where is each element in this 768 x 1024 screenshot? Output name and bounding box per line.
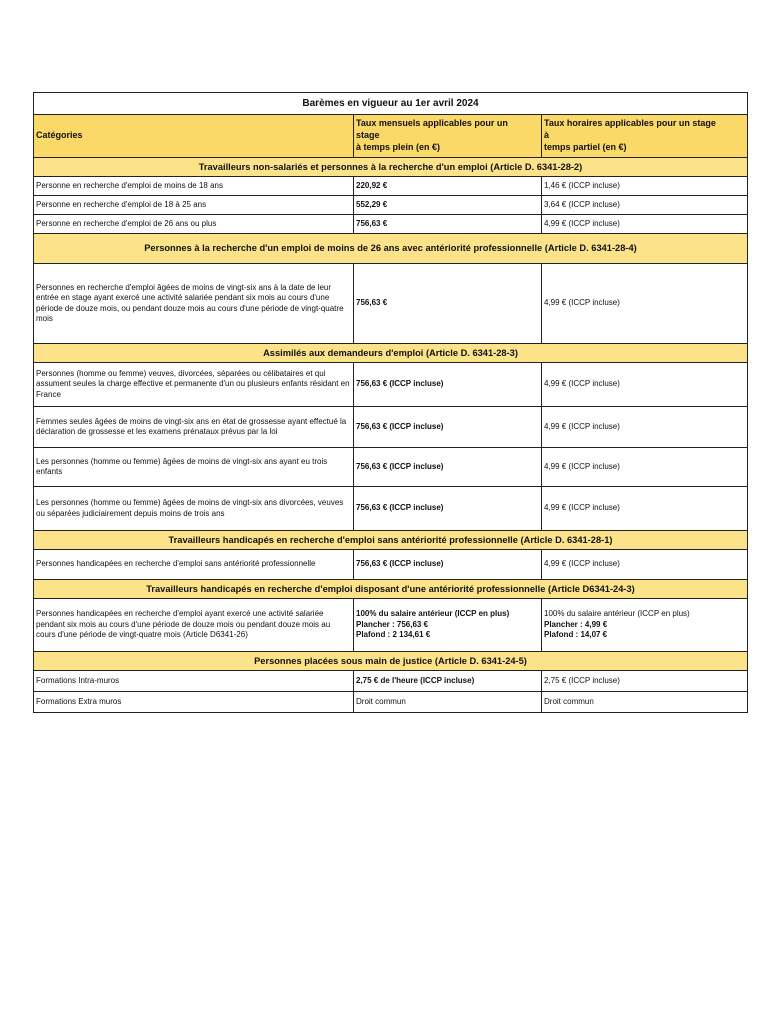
monthly-rate-cell: 2,75 € de l'heure (ICCP incluse) xyxy=(354,671,542,692)
table-row xyxy=(34,363,748,407)
category-cell: Personnes handicapées en recherche d'emploi ayant exercé une activité salariée pendant six mois au cours d'une période de douze mois ou pendant douze mois au cours d'une période de vingt-quatre mois (Article D6341-26) xyxy=(34,599,354,652)
header-monthly-rates xyxy=(354,115,542,158)
section-title: Assimilés aux demandeurs d'emploi (Article D. 6341-28-3) xyxy=(34,344,748,363)
monthly-rate-cell: 756,63 € xyxy=(354,215,542,234)
section-header-row xyxy=(34,344,748,363)
monthly-rate-cell: 756,63 € xyxy=(354,264,542,344)
hourly-rate-cell: 4,99 € (ICCP incluse) xyxy=(542,407,748,448)
header-monthly-line: à temps plein (en €) xyxy=(356,141,441,152)
section-title: Personnes placées sous main de justice (Article D. 6341-24-5) xyxy=(34,652,748,671)
section-title: Travailleurs handicapés en recherche d'emploi sans antériorité professionnelle (Article D. 6341-28-1) xyxy=(34,531,748,550)
hourly-rate-cell: 4,99 € (ICCP incluse) xyxy=(542,264,748,344)
section-title: Travailleurs non-salariés et personnes à la recherche d'un emploi (Article D. 6341-28-2) xyxy=(34,158,748,177)
table-row xyxy=(34,692,748,713)
monthly-rate-cell: 756,63 € (ICCP incluse) xyxy=(354,407,542,448)
section-header-row xyxy=(34,580,748,599)
header-row xyxy=(34,115,748,158)
table-row xyxy=(34,196,748,215)
category-cell: Les personnes (homme ou femme) âgées de moins de vingt-six ans ayant eu trois enfants xyxy=(34,448,354,487)
table-row xyxy=(34,407,748,448)
hourly-rate-cell: Droit commun xyxy=(542,692,748,713)
monthly-rate-cell: 756,63 € (ICCP incluse) xyxy=(354,363,542,407)
monthly-rate-cell: 552,29 € xyxy=(354,196,542,215)
header-monthly-line: stage xyxy=(356,130,380,141)
category-cell: Personnes handicapées en recherche d'emploi sans antériorité professionnelle xyxy=(34,550,354,580)
category-cell: Personne en recherche d'emploi de 18 à 25 ans xyxy=(34,196,354,215)
hourly-rate-cell: 2,75 € (ICCP incluse) xyxy=(542,671,748,692)
table-title: Barèmes en vigueur au 1er avril 2024 xyxy=(34,93,748,115)
monthly-rate-cell: 220,92 € xyxy=(354,177,542,196)
monthly-rate-cell: 756,63 € (ICCP incluse) xyxy=(354,487,542,531)
hourly-rate-cell-line: 100% du salaire antérieur (ICCP en plus) xyxy=(544,609,690,619)
table-title-row xyxy=(34,93,748,115)
category-cell: Femmes seules âgées de moins de vingt-six ans en état de grossesse ayant effectué la déclaration de grossesse et les examens prénataux prévus par la loi xyxy=(34,407,354,448)
hourly-rate-cell: 4,99 € (ICCP incluse) xyxy=(542,487,748,531)
monthly-rate-cell-line: 100% du salaire antérieur (ICCP en plus) xyxy=(356,609,510,619)
category-cell: Personne en recherche d'emploi de moins de 18 ans xyxy=(34,177,354,196)
monthly-rate-cell xyxy=(354,599,542,652)
hourly-rate-cell: 3,64 € (ICCP incluse) xyxy=(542,196,748,215)
hourly-rate-cell: 4,99 € (ICCP incluse) xyxy=(542,215,748,234)
header-hourly-line: Taux horaires applicables pour un stage xyxy=(544,118,716,129)
header-hourly-line: temps partiel (en €) xyxy=(544,141,627,152)
header-monthly-line: Taux mensuels applicables pour un xyxy=(356,118,508,129)
category-cell: Personnes en recherche d'emploi âgées de moins de vingt-six ans à la date de leur entrée en stage ayant exercé une activité salariée pendant six mois au cours d'une période de douze mois, ou pendant douze mois au cours d'une période de vingt-quatre mois xyxy=(34,264,354,344)
category-cell: Personnes (homme ou femme) veuves, divorcées, séparées ou célibataires et qui assument seules la charge effective et permanente d'un ou plusieurs enfants résidant en France xyxy=(34,363,354,407)
header-categories: Catégories xyxy=(34,115,354,158)
section-header-row xyxy=(34,531,748,550)
table-row xyxy=(34,487,748,531)
monthly-rate-cell: 756,63 € (ICCP incluse) xyxy=(354,550,542,580)
section-title: Travailleurs handicapés en recherche d'emploi disposant d'une antériorité professionnelle (Article D6341-24-3) xyxy=(34,580,748,599)
section-header-row xyxy=(34,652,748,671)
section-header-row xyxy=(34,158,748,177)
table-row xyxy=(34,599,748,652)
hourly-rate-cell: 1,46 € (ICCP incluse) xyxy=(542,177,748,196)
category-cell: Les personnes (homme ou femme) âgées de moins de vingt-six ans divorcées, veuves ou séparées judiciairement depuis moins de trois ans xyxy=(34,487,354,531)
section-header-row xyxy=(34,234,748,264)
category-cell: Formations Intra-muros xyxy=(34,671,354,692)
table-row xyxy=(34,671,748,692)
table-row xyxy=(34,215,748,234)
header-hourly-line: à xyxy=(544,130,550,141)
section-title: Personnes à la recherche d'un emploi de moins de 26 ans avec antériorité professionnelle (Article D. 6341-28-4) xyxy=(34,234,748,264)
rates-table xyxy=(33,92,748,713)
table-row xyxy=(34,448,748,487)
monthly-rate-cell-line: Plancher : 756,63 € xyxy=(356,619,429,629)
category-cell: Formations Extra muros xyxy=(34,692,354,713)
monthly-rate-cell-line: Plafond : 2 134,61 € xyxy=(356,630,431,640)
hourly-rate-cell-line: Plancher : 4,99 € xyxy=(544,619,608,629)
table-row xyxy=(34,177,748,196)
header-hourly-rates xyxy=(542,115,748,158)
hourly-rate-cell xyxy=(542,599,748,652)
monthly-rate-cell: 756,63 € (ICCP incluse) xyxy=(354,448,542,487)
category-cell: Personne en recherche d'emploi de 26 ans ou plus xyxy=(34,215,354,234)
monthly-rate-cell: Droit commun xyxy=(354,692,542,713)
rates-table-body xyxy=(34,93,748,713)
hourly-rate-cell-line: Plafond : 14,07 € xyxy=(544,630,608,640)
table-row xyxy=(34,264,748,344)
hourly-rate-cell: 4,99 € (ICCP incluse) xyxy=(542,550,748,580)
hourly-rate-cell: 4,99 € (ICCP incluse) xyxy=(542,448,748,487)
table-row xyxy=(34,550,748,580)
hourly-rate-cell: 4,99 € (ICCP incluse) xyxy=(542,363,748,407)
